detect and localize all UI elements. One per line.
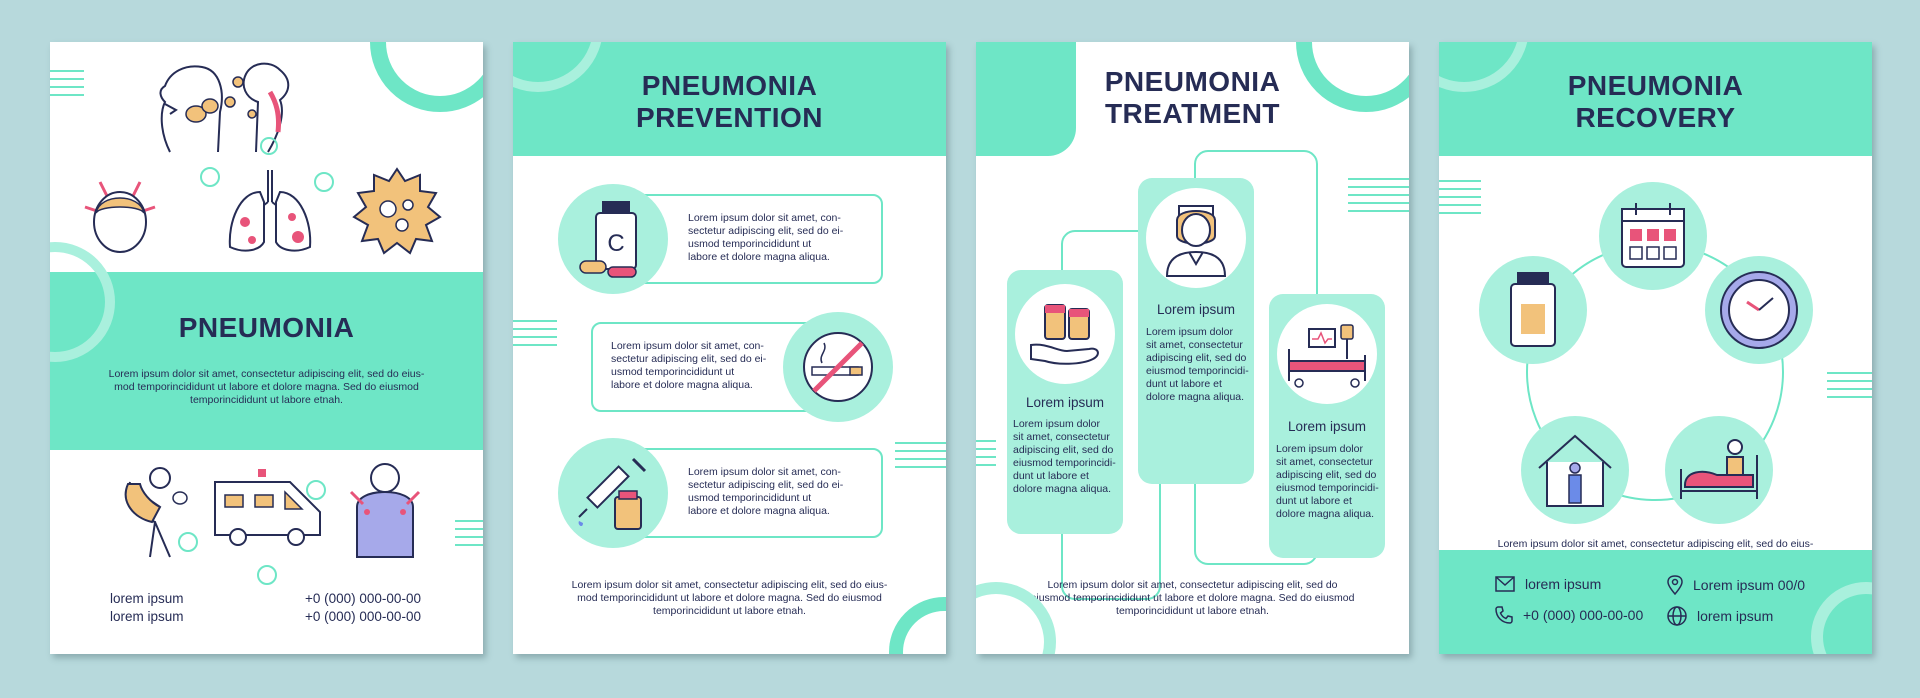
calendar-icon [1618, 201, 1688, 271]
bacteria-icon [350, 167, 445, 257]
icon-circle [1146, 188, 1246, 288]
contact-phone: +0 (000) 000-00-00 [305, 591, 421, 606]
footer-text: Lorem ipsum dolor sit amet, consectetur adipiscing elit, sed do eiusmod temporincididunt ut labore et dolore magna. Sed do eiusmod temporincididunt ut labore etnah. [1030, 579, 1355, 617]
decorative-ring [200, 167, 220, 187]
mail-icon [1495, 576, 1515, 592]
icon-circle [558, 438, 668, 548]
pills-in-hand-icon [1027, 299, 1103, 369]
decorative-ring [178, 532, 198, 552]
card-text: Lorem ipsum dolor sit amet, consectetur adipiscing elit, sed do eiusmod temporincidi- dunt ut labore et dolore magna aliqua. [1276, 443, 1379, 520]
decorative-ring [314, 172, 334, 192]
accent-lines [1348, 178, 1409, 212]
brochure-page-recovery [1439, 42, 1872, 654]
medicine-jar-icon [1503, 270, 1563, 350]
ambulance-icon [210, 467, 325, 552]
no-smoking-icon [798, 327, 878, 407]
vaccine-syringe-icon [573, 453, 653, 533]
location-pin-icon [1667, 575, 1683, 595]
decorative-ring [260, 137, 278, 155]
accent-lines [513, 320, 557, 346]
title-line: RECOVERY [1575, 102, 1736, 133]
title-line: PNEUMONIA [1104, 66, 1281, 97]
icon-circle [1665, 416, 1773, 524]
icon-circle [558, 184, 668, 294]
prevention-item-text: Lorem ipsum dolor sit amet, con- sectetur adipiscing elit, sed do ei- usmod temporincididunt ut labore et dolore magna aliqua. [688, 466, 844, 517]
medicine-bottle-icon [578, 199, 648, 279]
sick-person-icon [110, 462, 190, 562]
card-text: Lorem ipsum dolor sit amet, consectetur adipiscing elit, sed do eiusmod temporincidi- dunt ut labore et dolore magna aliqua. [1146, 326, 1249, 403]
brochure-page-prevention [513, 42, 946, 654]
brochure-page-treatment [976, 42, 1409, 654]
accent-lines [455, 520, 483, 546]
contact-address[interactable] [1667, 575, 1805, 595]
accent-lines [895, 442, 946, 468]
card-text: Lorem ipsum dolor sit amet, consectetur adipiscing elit, sed do eiusmod temporincidi- dunt ut labore et dolore magna aliqua. [1013, 418, 1116, 495]
bed-rest-icon [1677, 435, 1761, 505]
contact-phone-text: +0 (000) 000-00-00 [1523, 607, 1644, 623]
globe-icon [1667, 606, 1687, 626]
lungs-icon [220, 162, 320, 262]
prevention-item-text: Lorem ipsum dolor sit amet, con- sectetur adipiscing elit, sed do ei- usmod temporincididunt ut labore et dolore magna aliqua. [688, 212, 844, 263]
home-icon [1535, 430, 1615, 510]
contact-label: lorem ipsum [110, 609, 184, 624]
nurse-icon [1161, 198, 1231, 278]
brochure-page-pneumonia [50, 42, 483, 654]
page-title [976, 66, 1409, 130]
page-title [513, 70, 946, 134]
headache-icon [70, 157, 170, 262]
contact-email[interactable] [1495, 576, 1601, 592]
contact-web[interactable] [1667, 606, 1773, 626]
decorative-ring [257, 565, 277, 585]
footer-text: Lorem ipsum dolor sit amet, consectetur adipiscing elit, sed do eius- mod temporincididunt ut labore et dolore magna. Sed do eiusmod temporincididunt ut labore etnah. [571, 579, 888, 617]
contact-email-text: lorem ipsum [1525, 576, 1602, 592]
phone-icon [1495, 606, 1513, 624]
title-line: PNEUMONIA [1567, 70, 1744, 101]
clock-icon [1717, 268, 1801, 352]
title-line: TREATMENT [1104, 98, 1281, 129]
title-line: PREVENTION [635, 102, 824, 133]
contact-web-text: lorem ipsum [1697, 608, 1774, 624]
icon-circle [1277, 304, 1377, 404]
prevention-item-text: Lorem ipsum dolor sit amet, con- sectetur adipiscing elit, sed do ei- usmod temporincididunt ut labore et dolore magna aliqua. [611, 340, 767, 391]
icon-circle [1705, 256, 1813, 364]
contact-phone[interactable] [1495, 606, 1643, 624]
svg-text:C: C [607, 230, 625, 257]
icon-circle [1599, 182, 1707, 290]
chest-pain-icon [345, 462, 425, 562]
contact-phone: +0 (000) 000-00-00 [305, 609, 421, 624]
decorative-circle [370, 42, 483, 112]
contact-band [1439, 550, 1872, 654]
icon-circle [1479, 256, 1587, 364]
body-text: Lorem ipsum dolor sit amet, consectetur adipiscing elit, sed do eius- [1497, 538, 1814, 550]
title-line: PNEUMONIA [641, 70, 818, 101]
contact-address-text: Lorem ipsum 00/0 [1693, 577, 1806, 593]
body-text: Lorem ipsum dolor sit amet, consectetur adipiscing elit, sed do eius- mod temporincididunt ut labore et dolore magna. Sed do eiusmod temporincididunt ut labore etnah. [108, 368, 425, 406]
card-heading: Lorem ipsum [1025, 395, 1105, 410]
hospital-bed-icon [1285, 319, 1369, 389]
accent-lines [50, 70, 84, 96]
coughing-person-icon [130, 52, 330, 162]
icon-circle [1521, 416, 1629, 524]
page-title: PNEUMONIA [178, 312, 355, 343]
accent-lines [976, 440, 996, 466]
card-heading: Lorem ipsum [1156, 302, 1236, 317]
contact-label: lorem ipsum [110, 591, 184, 606]
card-heading: Lorem ipsum [1287, 419, 1367, 434]
icon-circle [1015, 284, 1115, 384]
decorative-ring [306, 480, 326, 500]
